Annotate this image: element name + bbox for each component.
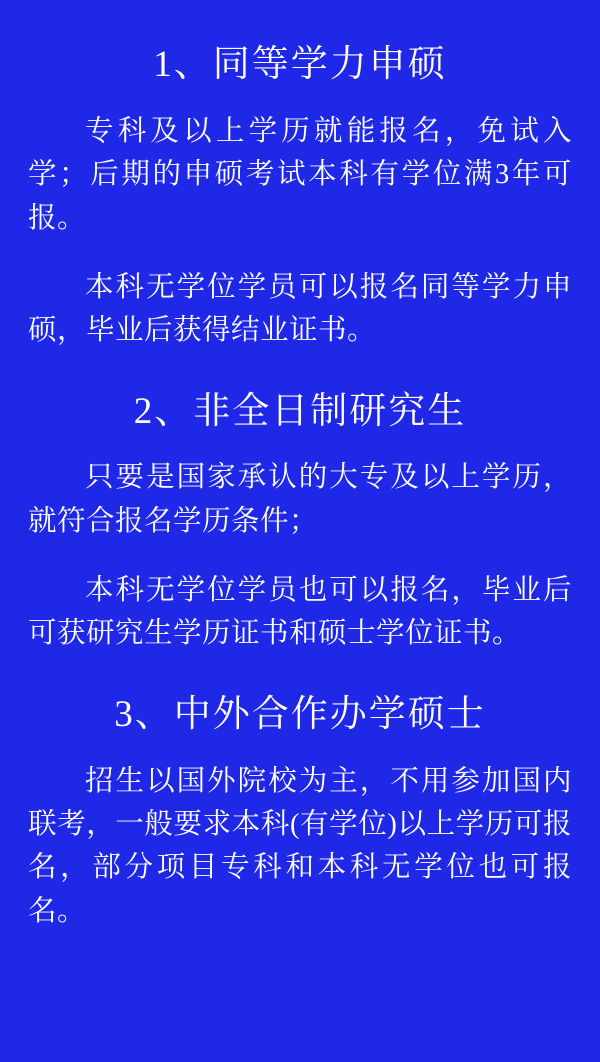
section-heading: 1、同等学力申硕 <box>153 44 447 85</box>
section-paragraph: 本科无学位学员也可以报名，毕业后可获研究生学历证书和硕士学位证书。 <box>28 575 572 650</box>
section-heading: 2、非全日制研究生 <box>133 390 467 432</box>
section-paragraph: 专科及以上学历就能报名，免试入学；后期的申硕考试本科有学位满3年可报。 <box>28 115 572 234</box>
section-paragraph: 只要是国家承认的大专及以上学历，就符合报名学历条件； <box>28 462 572 537</box>
section-tongdengxueli <box>28 40 572 353</box>
section-feiquanrizhi <box>28 387 572 656</box>
section-heading: 3、中外合作办学硕士 <box>114 693 486 735</box>
section-zhongwaihezuo <box>28 690 572 933</box>
section-paragraph: 招生以国外院校为主，不用参加国内联考，一般要求本科(有学位)以上学历可报名，部分项目专科和本科无学位也可报名。 <box>28 765 572 927</box>
section-paragraph: 本科无学位学员可以报名同等学力申硕，毕业后获得结业证书。 <box>28 271 572 347</box>
